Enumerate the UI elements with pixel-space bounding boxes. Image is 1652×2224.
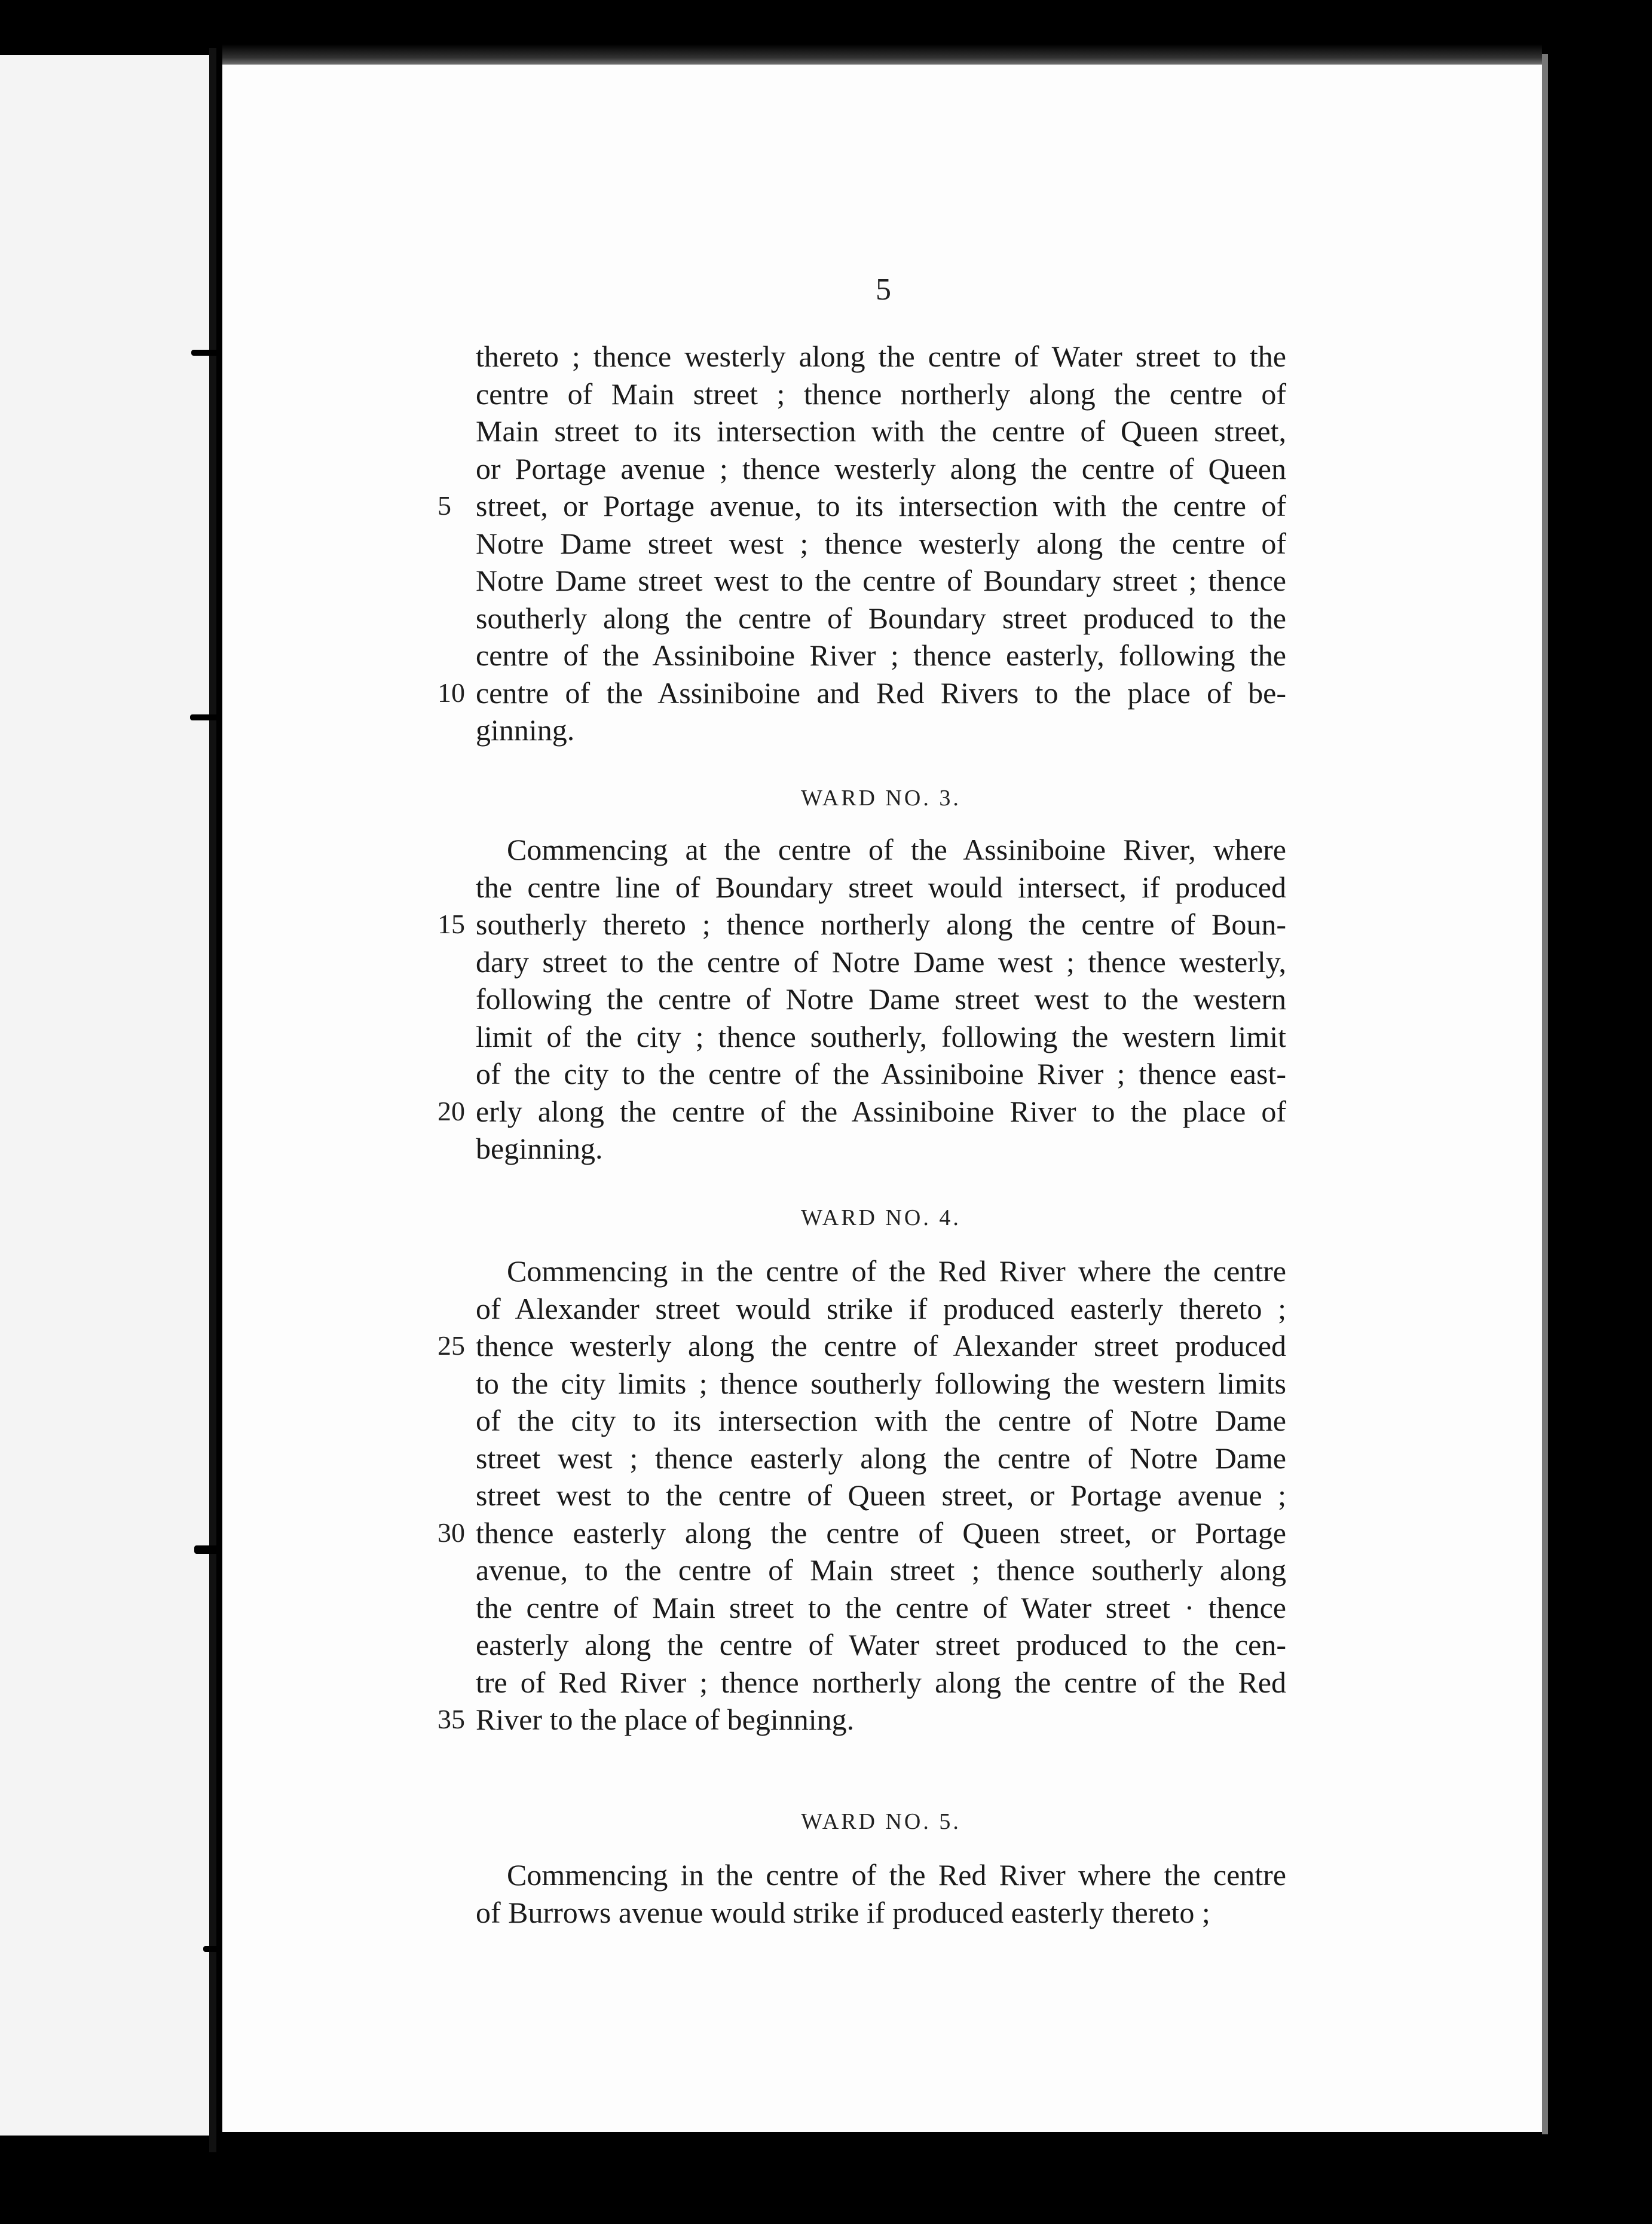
text-line: [476, 338, 1286, 375]
line-text: southerly thereto ; thence northerly along the centre of Boun-: [476, 908, 1286, 941]
text-line: [476, 980, 1286, 1018]
line-text: limit of the city ; thence southerly, following the western limit: [476, 1019, 1286, 1053]
line-text: of the city to the centre of the Assiniboine River ; thence east-: [476, 1057, 1286, 1090]
text-line: [476, 1477, 1286, 1514]
text-line: [476, 375, 1286, 413]
line-text: southerly along the centre of Boundary street produced to the: [476, 601, 1286, 635]
text-line: [476, 1856, 1286, 1894]
line-number: 30: [438, 1517, 465, 1548]
paragraph-ward-3: [438, 831, 1286, 1168]
line-text: to the city limits ; thence southerly following the western limits: [476, 1366, 1286, 1400]
line-text: or Portage avenue ; thence westerly along the centre of Queen: [476, 451, 1286, 485]
text-line: [476, 831, 1286, 869]
line-text: River to the place of beginning.: [476, 1703, 855, 1736]
text-line: [438, 487, 1286, 525]
line-text: easterly along the centre of Water street produced to the cen-: [476, 1628, 1286, 1661]
text-line: [476, 1018, 1286, 1056]
line-text: the centre line of Boundary street would intersect, if produced: [476, 870, 1286, 904]
line-text: centre of the Assiniboine and Red Rivers to the place of be-: [476, 676, 1286, 710]
line-text: thence easterly along the centre of Queen street, or Portage: [476, 1516, 1286, 1550]
text-line: [438, 1093, 1286, 1131]
line-text: street west ; thence easterly along the centre of Notre Dame: [476, 1441, 1286, 1475]
line-text: Main street to its intersection with the centre of Queen street,: [476, 414, 1286, 448]
binding-gutter: [209, 48, 216, 2152]
text-line: [476, 1290, 1286, 1328]
page-right-edge: [1542, 54, 1548, 2134]
text-line: [476, 1252, 1286, 1290]
page-number: 5: [876, 273, 891, 307]
facing-page-edge: [0, 55, 209, 2136]
line-text: dary street to the centre of Notre Dame west ; thence westerly,: [476, 945, 1286, 979]
line-text: Commencing in the centre of the Red River where the centre: [507, 1858, 1286, 1892]
text-line: [438, 1327, 1286, 1365]
line-number: 5: [438, 490, 451, 521]
line-number: 25: [438, 1330, 465, 1361]
line-text: centre of Main street ; thence northerly along the centre of: [476, 377, 1286, 411]
line-text: thence westerly along the centre of Alexander street produced: [476, 1329, 1286, 1362]
text-line: [476, 869, 1286, 906]
line-text: following the centre of Notre Dame street west to the western: [476, 982, 1286, 1016]
text-line: [476, 1589, 1286, 1627]
line-text: centre of the Assiniboine River ; thence easterly, following the: [476, 639, 1286, 672]
scan-top-shadow: [222, 44, 1542, 67]
line-text: Notre Dame street west to the centre of Boundary street ; thence: [476, 564, 1286, 597]
heading-ward-4: WARD NO. 4.: [801, 1205, 961, 1230]
text-line: [476, 1626, 1286, 1664]
heading-ward-5: WARD NO. 5.: [801, 1809, 961, 1834]
text-line: [476, 1894, 1286, 1932]
line-text: street west to the centre of Queen street, or Portage avenue ;: [476, 1478, 1286, 1512]
paragraph-ward-4: [438, 1252, 1286, 1739]
text-line: [476, 562, 1286, 600]
paragraph-ward-5: [476, 1856, 1286, 1931]
line-text: erly along the centre of the Assiniboine River to the place of: [476, 1094, 1286, 1128]
text-line: [476, 600, 1286, 637]
text-line: [476, 1130, 1286, 1168]
line-text: Commencing at the centre of the Assiniboine River, where: [507, 833, 1286, 866]
text-line: [476, 711, 1286, 749]
text-line: [476, 1551, 1286, 1589]
text-line: [476, 637, 1286, 674]
line-number: 35: [438, 1704, 465, 1734]
line-number: 20: [438, 1095, 465, 1126]
line-text: ginning.: [476, 713, 575, 747]
line-text: tre of Red River ; thence northerly along the centre of the Red: [476, 1665, 1286, 1699]
line-text: Notre Dame street west ; thence westerly along the centre of: [476, 526, 1286, 560]
line-number: 15: [438, 909, 465, 939]
text-line: [476, 450, 1286, 488]
text-line: [476, 943, 1286, 981]
heading-ward-3: WARD NO. 3.: [801, 786, 961, 811]
text-line: [476, 1440, 1286, 1477]
text-line: [476, 525, 1286, 563]
line-number: 10: [438, 677, 465, 708]
text-line: [476, 1365, 1286, 1403]
paragraph-ward-2-continued: [438, 338, 1286, 749]
line-text: the centre of Main street to the centre of Water street · thence: [476, 1590, 1286, 1624]
line-text: avenue, to the centre of Main street ; thence southerly along: [476, 1553, 1286, 1587]
text-line: [438, 1701, 1286, 1739]
line-text: thereto ; thence westerly along the centre of Water street to the: [476, 340, 1286, 373]
line-text: of Burrows avenue would strike if produced easterly thereto ;: [476, 1895, 1210, 1929]
text-line: [438, 1514, 1286, 1552]
text-line: [476, 1055, 1286, 1093]
line-text: of Alexander street would strike if produced easterly thereto ;: [476, 1291, 1286, 1325]
text-line: [438, 906, 1286, 943]
line-text: of the city to its intersection with the centre of Notre Dame: [476, 1404, 1286, 1437]
text-line: [476, 1664, 1286, 1701]
binding-mark: [191, 350, 227, 356]
line-text: beginning.: [476, 1132, 603, 1165]
text-line: [438, 674, 1286, 712]
text-line: [476, 1402, 1286, 1440]
line-text: Commencing in the centre of the Red River where the centre: [507, 1254, 1286, 1288]
text-line: [476, 413, 1286, 450]
line-text: street, or Portage avenue, to its intersection with the centre of: [476, 489, 1286, 523]
